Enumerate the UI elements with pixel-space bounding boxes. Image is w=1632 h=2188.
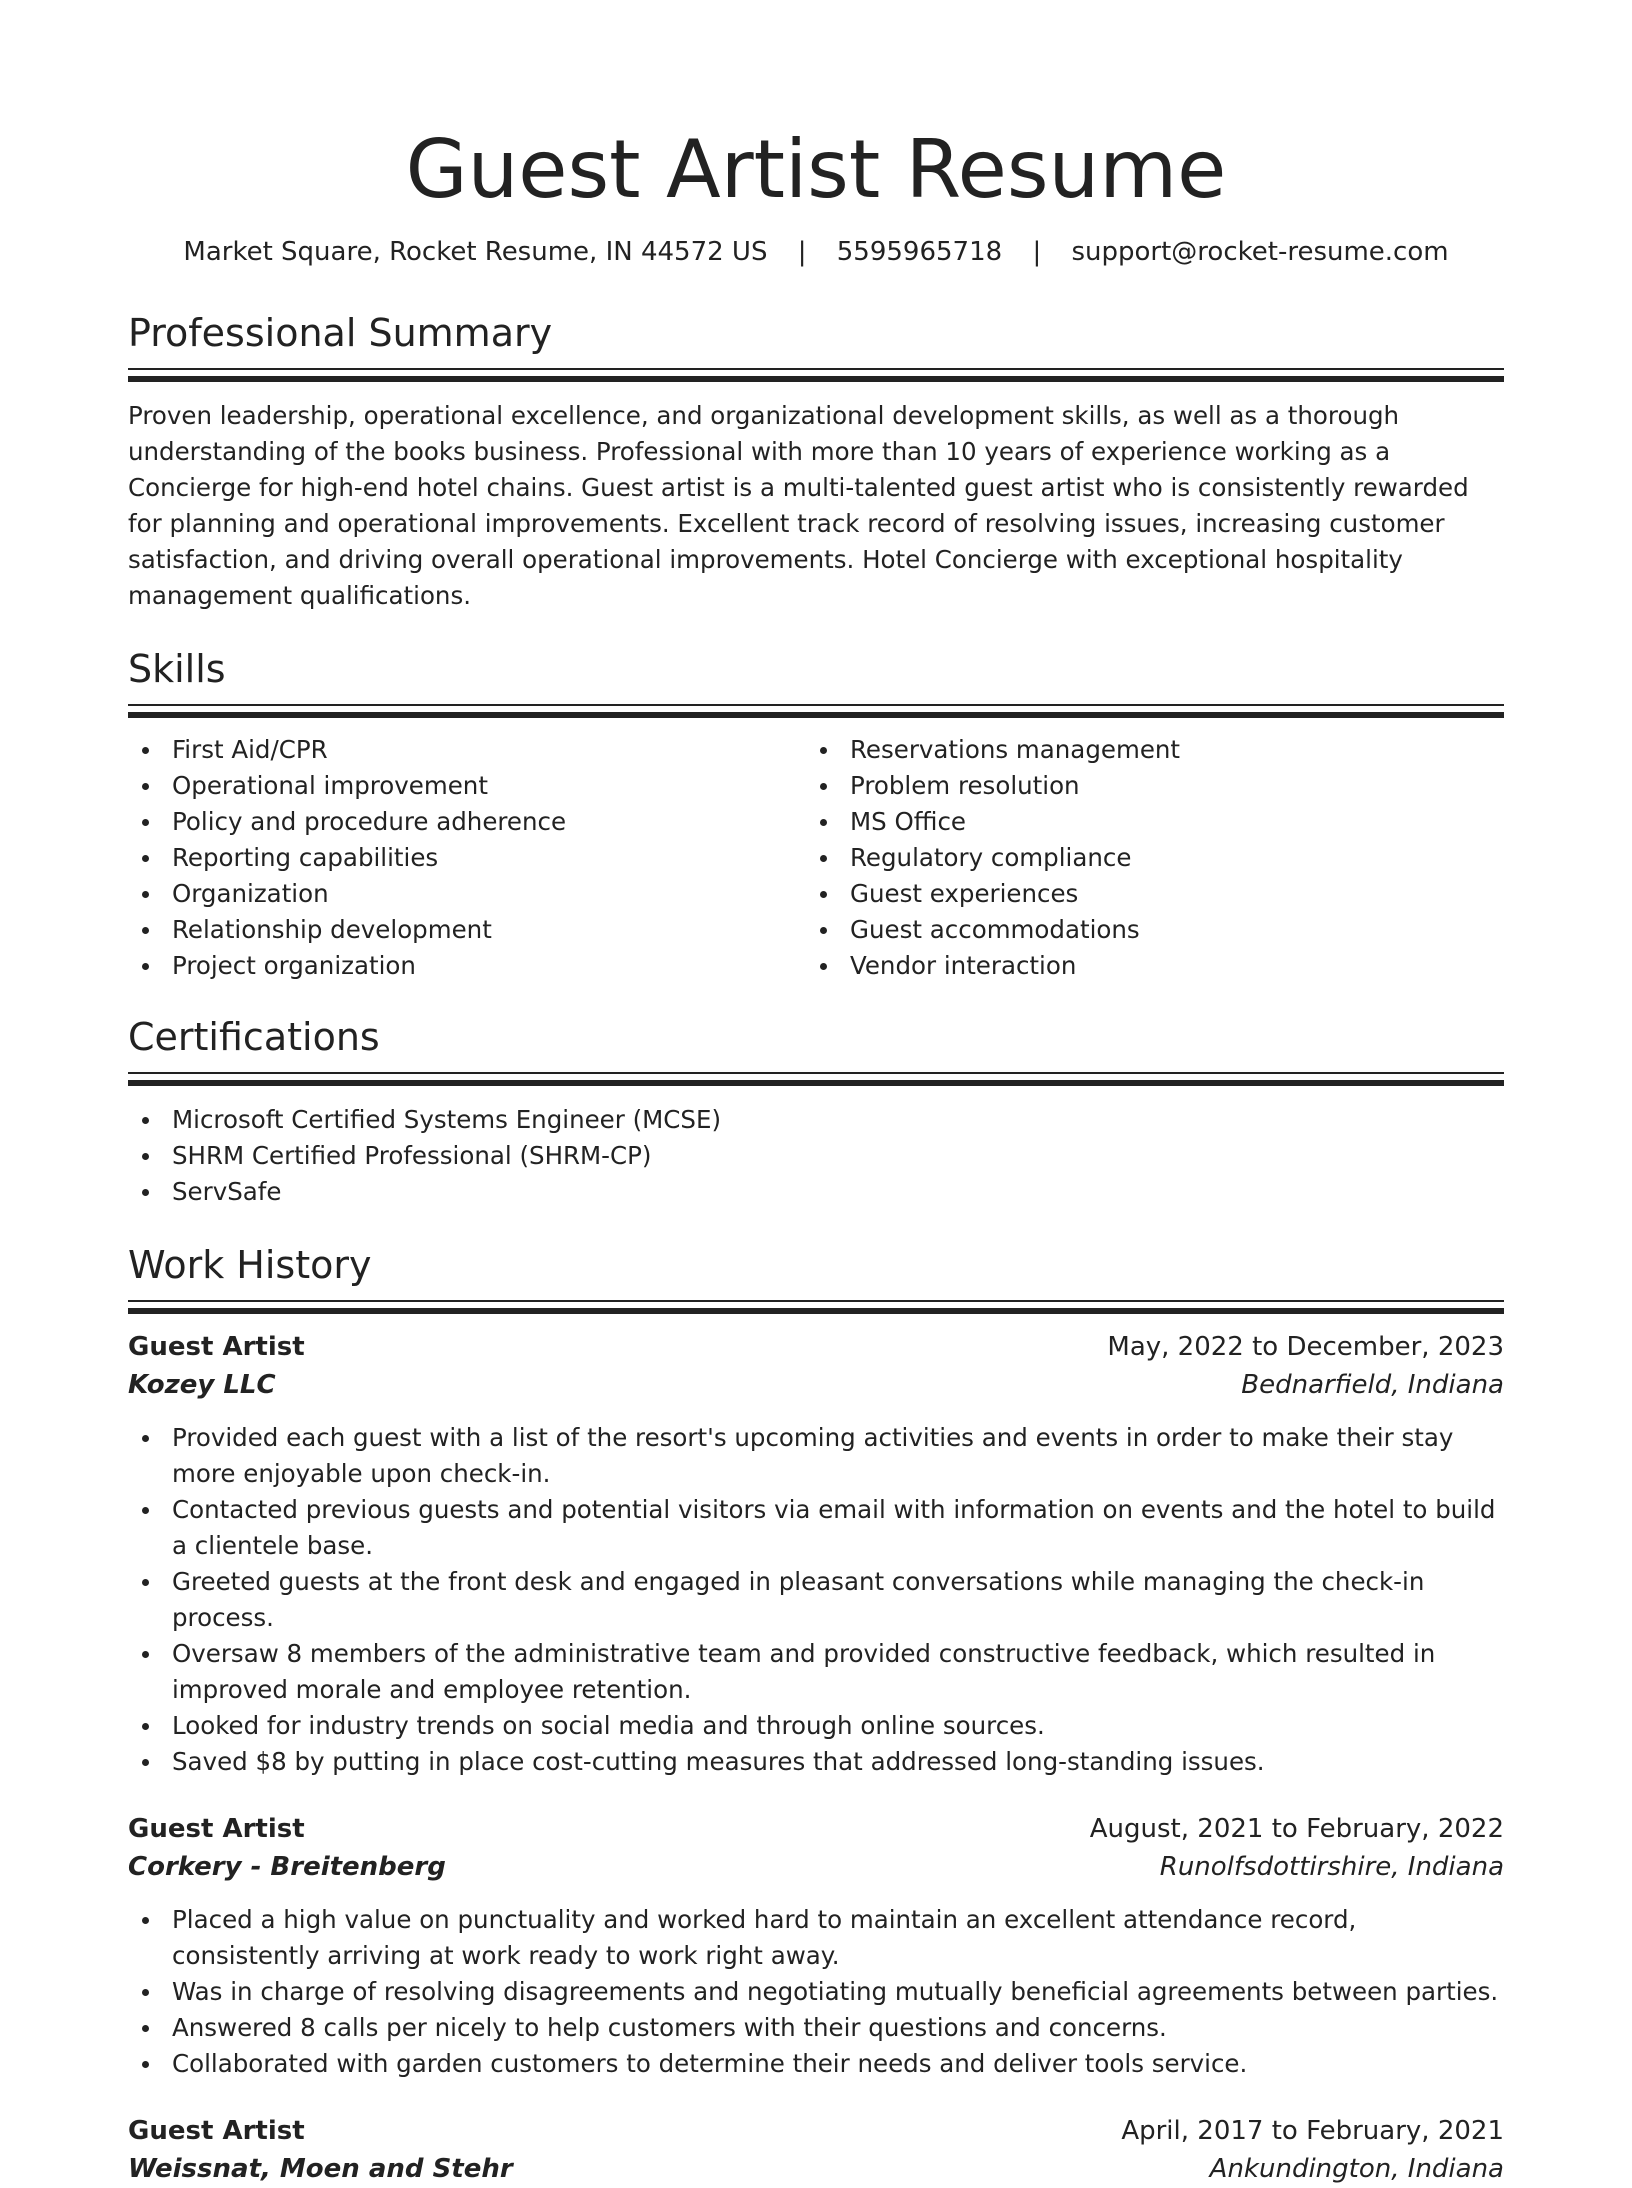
skills-list-left (128, 732, 806, 984)
skill-item: Organization (128, 876, 806, 912)
work-history-section (128, 1240, 1504, 2188)
skill-item: Problem resolution (806, 768, 1484, 804)
job-bullets (128, 1902, 1504, 2082)
job-dates: August, 2021 to February, 2022 (1089, 1814, 1504, 1844)
section-divider-thick (128, 712, 1504, 718)
job-entry (128, 1810, 1504, 2082)
job-dates: May, 2022 to December, 2023 (1107, 1332, 1504, 1362)
section-title-skills: Skills (128, 647, 226, 691)
job-bullet: Provided each guest with a list of the resort's upcoming activities and events in order to make their stay more enjoyable upon check-in. (128, 1420, 1504, 1492)
job-bullet: Looked for industry trends on social media and through online sources. (128, 1708, 1504, 1744)
contact-separator: | (797, 237, 807, 267)
contact-phone: 5595965718 (836, 237, 1003, 267)
job-subheader (128, 1366, 1504, 1404)
job-subheader (128, 2150, 1504, 2188)
summary-text: Proven leadership, operational excellence, and organizational development skills, as well as a thorough understanding of the books business. Professional with more than 10 years of experience working as a Concierge for high-end hotel chains. Guest artist is a multi-talented guest artist who is consistently rewarded for planning and operational improvements. Excellent track record of resolving issues, increasing customer satisfaction, and driving overall operational improvements. Hotel Concierge with exceptional hospitality management qualifications. (128, 401, 1469, 610)
job-bullet: Collaborated with garden customers to determine their needs and deliver tools service. (128, 2046, 1504, 2082)
job-location: Runolfsdottirshire, Indiana (1159, 1852, 1504, 1882)
section-title-certifications: Certifications (128, 1015, 380, 1059)
skills-grid (128, 732, 1504, 984)
job-bullet: Answered 8 calls per nicely to help customers with their questions and concerns. (128, 2010, 1504, 2046)
section-divider (128, 368, 1504, 370)
job-role: Guest Artist (128, 1332, 305, 1362)
skill-item: Policy and procedure adherence (128, 804, 806, 840)
contact-separator: | (1032, 237, 1042, 267)
job-bullet: Oversaw 8 members of the administrative team and provided constructive feedback, which resulted in improved morale and employee retention. (128, 1636, 1504, 1708)
job-location: Ankundington, Indiana (1209, 2154, 1504, 2184)
contact-line (128, 234, 1504, 270)
job-location: Bednarfield, Indiana (1241, 1370, 1504, 1400)
resume-title: Guest Artist Resume (405, 123, 1227, 216)
job-entry (128, 2112, 1504, 2188)
section-divider (128, 704, 1504, 706)
skill-item: Reporting capabilities (128, 840, 806, 876)
job-bullet: Placed a high value on punctuality and worked hard to maintain an excellent attendance record, consistently arriving at work ready to work right away. (128, 1902, 1504, 1974)
section-title-work-history: Work History (128, 1243, 372, 1287)
job-bullet: Saved $8 by putting in place cost-cutting measures that addressed long-standing issues. (128, 1744, 1504, 1780)
job-header (128, 1810, 1504, 1848)
job-header (128, 2112, 1504, 2150)
job-bullets (128, 1420, 1504, 1780)
skills-list-right (806, 732, 1484, 984)
skill-item: Guest experiences (806, 876, 1484, 912)
resume-page (128, 0, 1504, 2188)
section-divider-thick (128, 1308, 1504, 1314)
job-header (128, 1328, 1504, 1366)
contact-address: Market Square, Rocket Resume, IN 44572 US (183, 237, 768, 267)
skill-item: Project organization (128, 948, 806, 984)
skill-item: Vendor interaction (806, 948, 1484, 984)
job-subheader (128, 1848, 1504, 1886)
section-divider (128, 1072, 1504, 1074)
job-company: Corkery - Breitenberg (128, 1852, 446, 1882)
job-entry (128, 1328, 1504, 1780)
job-bullet: Contacted previous guests and potential visitors via email with information on events and the hotel to build a clientele base. (128, 1492, 1504, 1564)
job-role: Guest Artist (128, 1814, 305, 1844)
certifications-list (128, 1102, 1504, 1210)
certification-item: ServSafe (128, 1174, 1504, 1210)
job-role: Guest Artist (128, 2116, 305, 2146)
certification-item: SHRM Certified Professional (SHRM-CP) (128, 1138, 1504, 1174)
skill-item: Operational improvement (128, 768, 806, 804)
job-company: Weissnat, Moen and Stehr (128, 2154, 513, 2184)
section-divider-thick (128, 1080, 1504, 1086)
contact-email: support@rocket-resume.com (1071, 237, 1449, 267)
summary-section (128, 308, 1504, 614)
skill-item: Reservations management (806, 732, 1484, 768)
certifications-section (128, 1012, 1504, 1210)
section-divider-thick (128, 376, 1504, 382)
skill-item: MS Office (806, 804, 1484, 840)
skills-section (128, 644, 1504, 984)
certification-item: Microsoft Certified Systems Engineer (MCSE) (128, 1102, 1504, 1138)
job-dates: April, 2017 to February, 2021 (1121, 2116, 1504, 2146)
skill-item: Guest accommodations (806, 912, 1484, 948)
section-title-summary: Professional Summary (128, 311, 553, 355)
job-company: Kozey LLC (128, 1370, 276, 1400)
job-bullet: Was in charge of resolving disagreements and negotiating mutually beneficial agreements between parties. (128, 1974, 1504, 2010)
skill-item: Regulatory compliance (806, 840, 1484, 876)
skill-item: First Aid/CPR (128, 732, 806, 768)
job-bullet: Greeted guests at the front desk and engaged in pleasant conversations while managing the check-in process. (128, 1564, 1504, 1636)
skill-item: Relationship development (128, 912, 806, 948)
section-divider (128, 1300, 1504, 1302)
